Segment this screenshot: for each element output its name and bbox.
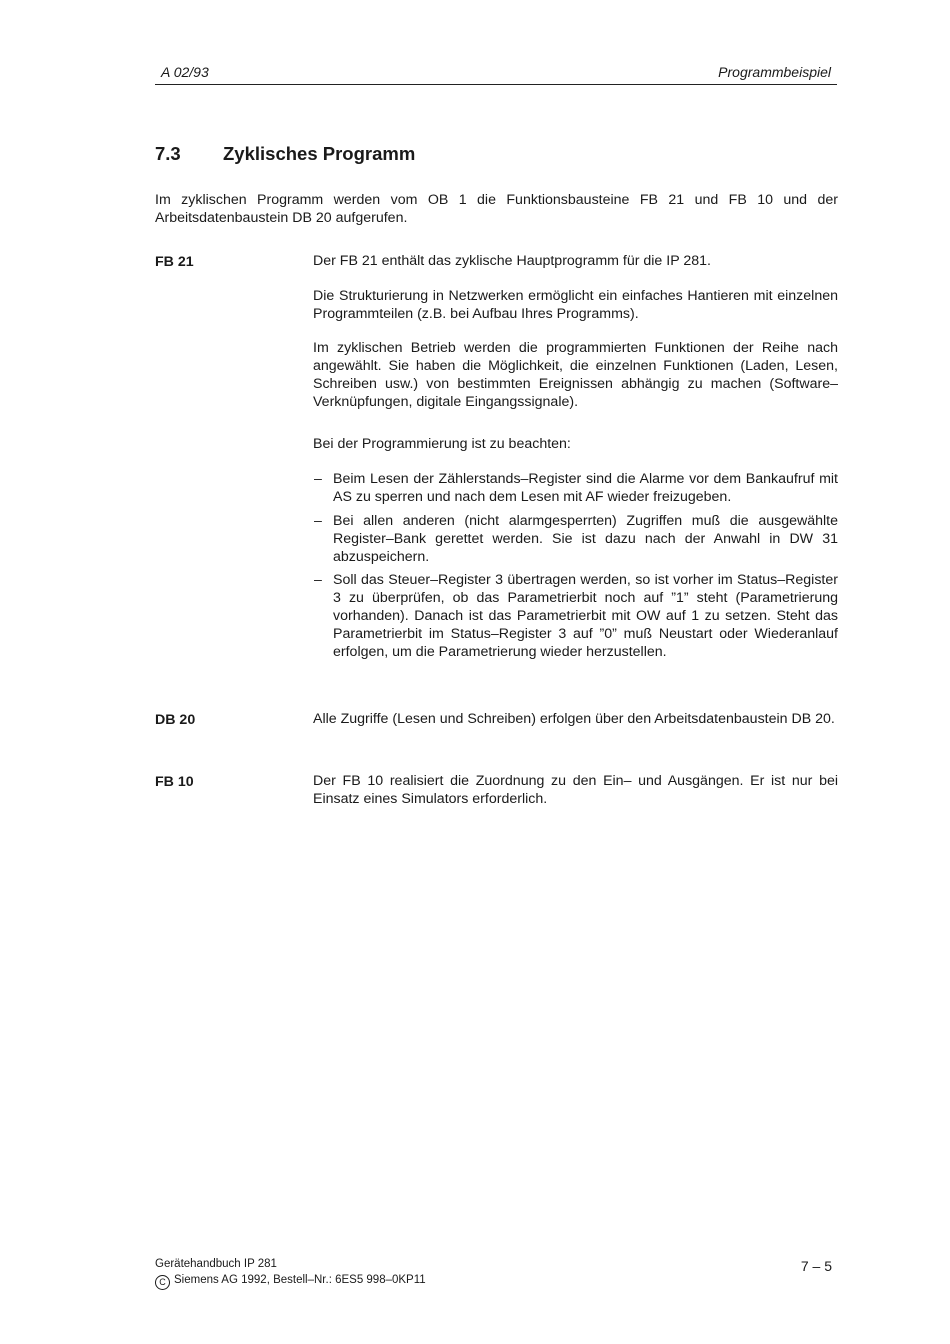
section-number: 7.3 (155, 143, 181, 164)
page-number: 7 – 5 (800, 1258, 832, 1274)
header-edition: A 02/93 (161, 64, 209, 80)
running-header (155, 62, 837, 85)
header-chapter: Programmbeispiel (718, 64, 831, 80)
copyright-icon: C (155, 1275, 170, 1290)
fb21-paragraph-3: Im zyklischen Betrieb werden die programmierten Funktionen der Reihe nach angewählt. Sie haben die Möglichkeit, die einzelnen Funktionen (Laden, Lesen, Schreiben usw.) von bestimmten Ereignissen abhängig zu machen (Software–Verknüpfungen, digitale Eingangssignale). (313, 340, 838, 410)
list-item: – Bei allen anderen (nicht alarmgesperrten) Zugriffen muß die ausgewählte Register–Bank gerettet werden. Sie ist dazu nach der Anwahl in DW 31 abzuspeichern. (313, 513, 838, 566)
db20-label: DB 20 (155, 712, 196, 728)
intro-paragraph: Im zyklischen Programm werden vom OB 1 die Funktionsbausteine FB 21 und FB 10 und der Arbeitsdatenbaustein DB 20 aufgerufen. (155, 192, 838, 226)
db20-text: Alle Zugriffe (Lesen und Schreiben) erfolgen über den Arbeitsdatenbaustein DB 20. (313, 711, 835, 727)
fb21-paragraph-2: Die Strukturierung in Netzwerken ermöglicht ein einfaches Hantieren mit einzelnen Programmteilen (z.B. bei Aufbau Ihres Programms). (313, 287, 838, 322)
manual-title: Gerätehandbuch IP 281 (155, 1258, 277, 1270)
copyright-line: Siemens AG 1992, Bestell–Nr.: 6ES5 998–0KP11 (174, 1274, 426, 1286)
section-title: Zyklisches Programm (223, 143, 416, 164)
fb21-body (313, 253, 838, 667)
fb21-paragraph-4: Bei der Programmierung ist zu beachten: (313, 435, 571, 452)
section-heading (155, 143, 415, 165)
fb10-label: FB 10 (155, 774, 194, 790)
fb21-label: FB 21 (155, 254, 194, 270)
list-item: – Soll das Steuer–Register 3 übertragen werden, so ist vorher im Status–Register 3 zu überprüfen, ob das Parametrierbit noch auf ”1” steht (Parametrierung vorhanden). Danach ist das Parametrierbit mit OW auf 1 zu setzen. Steht das Parametrierbit im Status–Register 3 auf ”0” muß Neustart oder Wiederanlauf erfolgen, um die Parametrierung wieder herzustellen. (313, 572, 838, 661)
fb10-text: Der FB 10 realisiert die Zuordnung zu den Ein– und Ausgängen. Er ist nur bei Einsatz eines Simulators erforderlich. (313, 773, 838, 807)
programming-notes-list (313, 471, 838, 661)
list-item: – Beim Lesen der Zählerstands–Register sind die Alarme vor dem Bankaufruf mit AS zu sperren und nach dem Lesen mit AF wieder freizugeben. (313, 471, 838, 507)
fb21-paragraph-1: Der FB 21 enthält das zyklische Hauptprogramm für die IP 281. (313, 253, 711, 269)
